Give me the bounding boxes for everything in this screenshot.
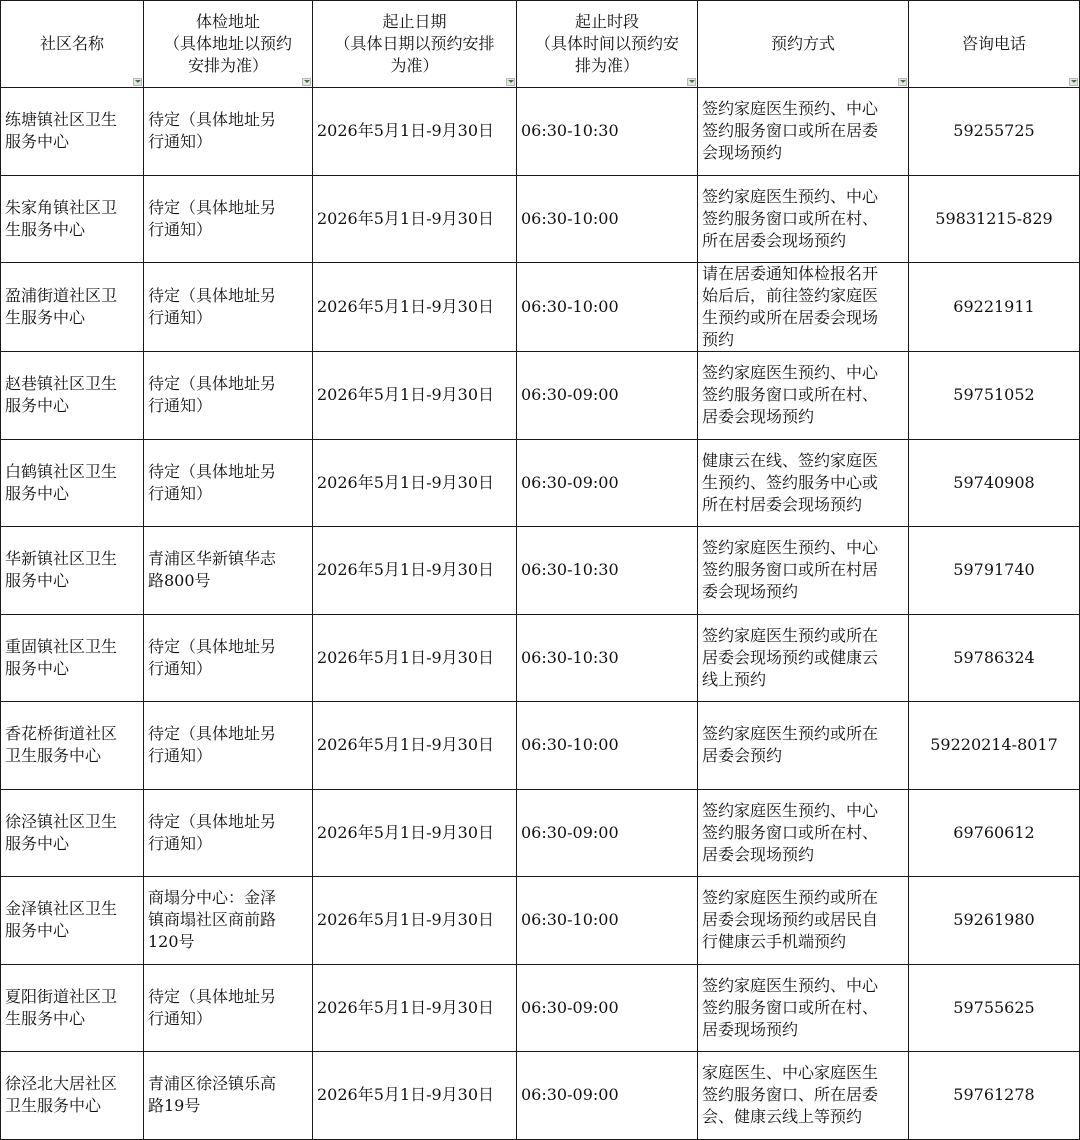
cell-time: 06:30-09:00: [517, 789, 698, 877]
cell-address: 待定（具体地址另 行通知）: [144, 702, 313, 790]
cell-phone: 59786324: [909, 614, 1080, 702]
filter-dropdown-icon[interactable]: [302, 78, 311, 86]
cell-time: 06:30-10:00: [517, 877, 698, 965]
cell-method: 家庭医生、中心家庭医生 签约服务窗口、所在居委 会、健康云线上等预约: [698, 1052, 909, 1140]
cell-phone: 59740908: [909, 439, 1080, 527]
cell-method: 签约家庭医生预约或所在 居委会现场预约或健康云 线上预约: [698, 614, 909, 702]
table-row: [1, 614, 1080, 702]
column-header-community: [1, 1, 144, 88]
header-label: 咨询电话: [961, 34, 1026, 53]
header-row: [1, 1, 1080, 88]
cell-dates: 2026年5月1日-9月30日: [313, 702, 517, 790]
column-header-address: [144, 1, 313, 88]
cell-time: 06:30-09:00: [517, 352, 698, 440]
filter-dropdown-icon[interactable]: [506, 78, 515, 86]
cell-phone: 59261980: [909, 877, 1080, 965]
column-header-phone: [909, 1, 1080, 88]
cell-address: 待定（具体地址另 行通知）: [144, 88, 313, 176]
cell-method: 签约家庭医生预约、中心 签约服务窗口或所在村居 委会现场预约: [698, 527, 909, 615]
cell-dates: 2026年5月1日-9月30日: [313, 614, 517, 702]
cell-community: 华新镇社区卫生 服务中心: [1, 527, 144, 615]
cell-time: 06:30-09:00: [517, 439, 698, 527]
header-label: 体检地址 （具体地址以预约 安排为准）: [163, 12, 292, 75]
cell-method: 签约家庭医生预约、中心 签约服务窗口或所在村、 居委现场预约: [698, 964, 909, 1052]
cell-phone: 59220214-8017: [909, 702, 1080, 790]
cell-address: 待定（具体地址另 行通知）: [144, 789, 313, 877]
column-header-dates: [313, 1, 517, 88]
cell-dates: 2026年5月1日-9月30日: [313, 1052, 517, 1140]
table-row: [1, 527, 1080, 615]
column-header-method: [698, 1, 909, 88]
cell-phone: 59255725: [909, 88, 1080, 176]
cell-phone: 69221911: [909, 263, 1080, 352]
cell-address: 青浦区徐泾镇乐高 路19号: [144, 1052, 313, 1140]
cell-time: 06:30-09:00: [517, 1052, 698, 1140]
cell-community: 金泽镇社区卫生 服务中心: [1, 877, 144, 965]
cell-method: 健康云在线、签约家庭医 生预约、签约服务中心或 所在村居委会现场预约: [698, 439, 909, 527]
filter-dropdown-icon[interactable]: [898, 78, 907, 86]
table-row: [1, 175, 1080, 263]
cell-method: 签约家庭医生预约、中心 签约服务窗口或所在村、 所在居委会现场预约: [698, 175, 909, 263]
cell-dates: 2026年5月1日-9月30日: [313, 964, 517, 1052]
cell-dates: 2026年5月1日-9月30日: [313, 439, 517, 527]
cell-time: 06:30-10:30: [517, 527, 698, 615]
cell-address: 待定（具体地址另 行通知）: [144, 263, 313, 352]
cell-dates: 2026年5月1日-9月30日: [313, 263, 517, 352]
column-header-time: [517, 1, 698, 88]
cell-time: 06:30-10:30: [517, 88, 698, 176]
cell-dates: 2026年5月1日-9月30日: [313, 88, 517, 176]
table-row: [1, 352, 1080, 440]
filter-dropdown-icon[interactable]: [1069, 78, 1078, 86]
cell-address: 青浦区华新镇华志 路800号: [144, 527, 313, 615]
cell-phone: 59751052: [909, 352, 1080, 440]
cell-method: 签约家庭医生预约或所在 居委会预约: [698, 702, 909, 790]
cell-address: 待定（具体地址另 行通知）: [144, 352, 313, 440]
cell-method: 签约家庭医生预约或所在 居委会现场预约或居民自 行健康云手机端预约: [698, 877, 909, 965]
cell-address: 待定（具体地址另 行通知）: [144, 175, 313, 263]
cell-phone: 59791740: [909, 527, 1080, 615]
cell-community: 练塘镇社区卫生 服务中心: [1, 88, 144, 176]
cell-method: 签约家庭医生预约、中心 签约服务窗口或所在村、 居委会现场预约: [698, 352, 909, 440]
cell-dates: 2026年5月1日-9月30日: [313, 877, 517, 965]
cell-phone: 59831215-829: [909, 175, 1080, 263]
cell-community: 白鹤镇社区卫生 服务中心: [1, 439, 144, 527]
cell-phone: 69760612: [909, 789, 1080, 877]
cell-dates: 2026年5月1日-9月30日: [313, 175, 517, 263]
cell-dates: 2026年5月1日-9月30日: [313, 527, 517, 615]
table-row: [1, 789, 1080, 877]
cell-dates: 2026年5月1日-9月30日: [313, 789, 517, 877]
cell-time: 06:30-10:00: [517, 175, 698, 263]
cell-community: 香花桥街道社区 卫生服务中心: [1, 702, 144, 790]
cell-method: 请在居委通知体检报名开 始后后，前往签约家庭医 生预约或所在居委会现场 预约: [698, 263, 909, 352]
table-row: [1, 1052, 1080, 1140]
cell-community: 徐泾镇社区卫生 服务中心: [1, 789, 144, 877]
cell-community: 徐泾北大居社区 卫生服务中心: [1, 1052, 144, 1140]
cell-time: 06:30-10:30: [517, 614, 698, 702]
header-label: 预约方式: [770, 34, 835, 53]
cell-phone: 59755625: [909, 964, 1080, 1052]
cell-phone: 59761278: [909, 1052, 1080, 1140]
cell-community: 赵巷镇社区卫生 服务中心: [1, 352, 144, 440]
table-row: [1, 964, 1080, 1052]
cell-community: 夏阳街道社区卫 生服务中心: [1, 964, 144, 1052]
cell-dates: 2026年5月1日-9月30日: [313, 352, 517, 440]
table-row: [1, 88, 1080, 176]
cell-time: 06:30-10:00: [517, 702, 698, 790]
table-row: [1, 439, 1080, 527]
header-label: 起止时段 （具体时间以预约安 排为准）: [534, 12, 679, 75]
header-label: 起止日期 （具体日期以预约安排 为准）: [334, 12, 495, 75]
cell-community: 盈浦街道社区卫 生服务中心: [1, 263, 144, 352]
cell-address: 待定（具体地址另 行通知）: [144, 439, 313, 527]
cell-community: 朱家角镇社区卫 生服务中心: [1, 175, 144, 263]
cell-address: 待定（具体地址另 行通知）: [144, 964, 313, 1052]
table-row: [1, 263, 1080, 352]
table-row: [1, 702, 1080, 790]
header-label: 社区名称: [39, 34, 104, 53]
cell-address: 商塌分中心：金泽 镇商塌社区商前路 120号: [144, 877, 313, 965]
cell-method: 签约家庭医生预约、中心 签约服务窗口或所在村、 居委会现场预约: [698, 789, 909, 877]
table-row: [1, 877, 1080, 965]
cell-community: 重固镇社区卫生 服务中心: [1, 614, 144, 702]
filter-dropdown-icon[interactable]: [687, 78, 696, 86]
cell-address: 待定（具体地址另 行通知）: [144, 614, 313, 702]
cell-time: 06:30-09:00: [517, 964, 698, 1052]
cell-time: 06:30-10:00: [517, 263, 698, 352]
cell-method: 签约家庭医生预约、中心 签约服务窗口或所在居委 会现场预约: [698, 88, 909, 176]
filter-dropdown-icon[interactable]: [133, 78, 142, 86]
